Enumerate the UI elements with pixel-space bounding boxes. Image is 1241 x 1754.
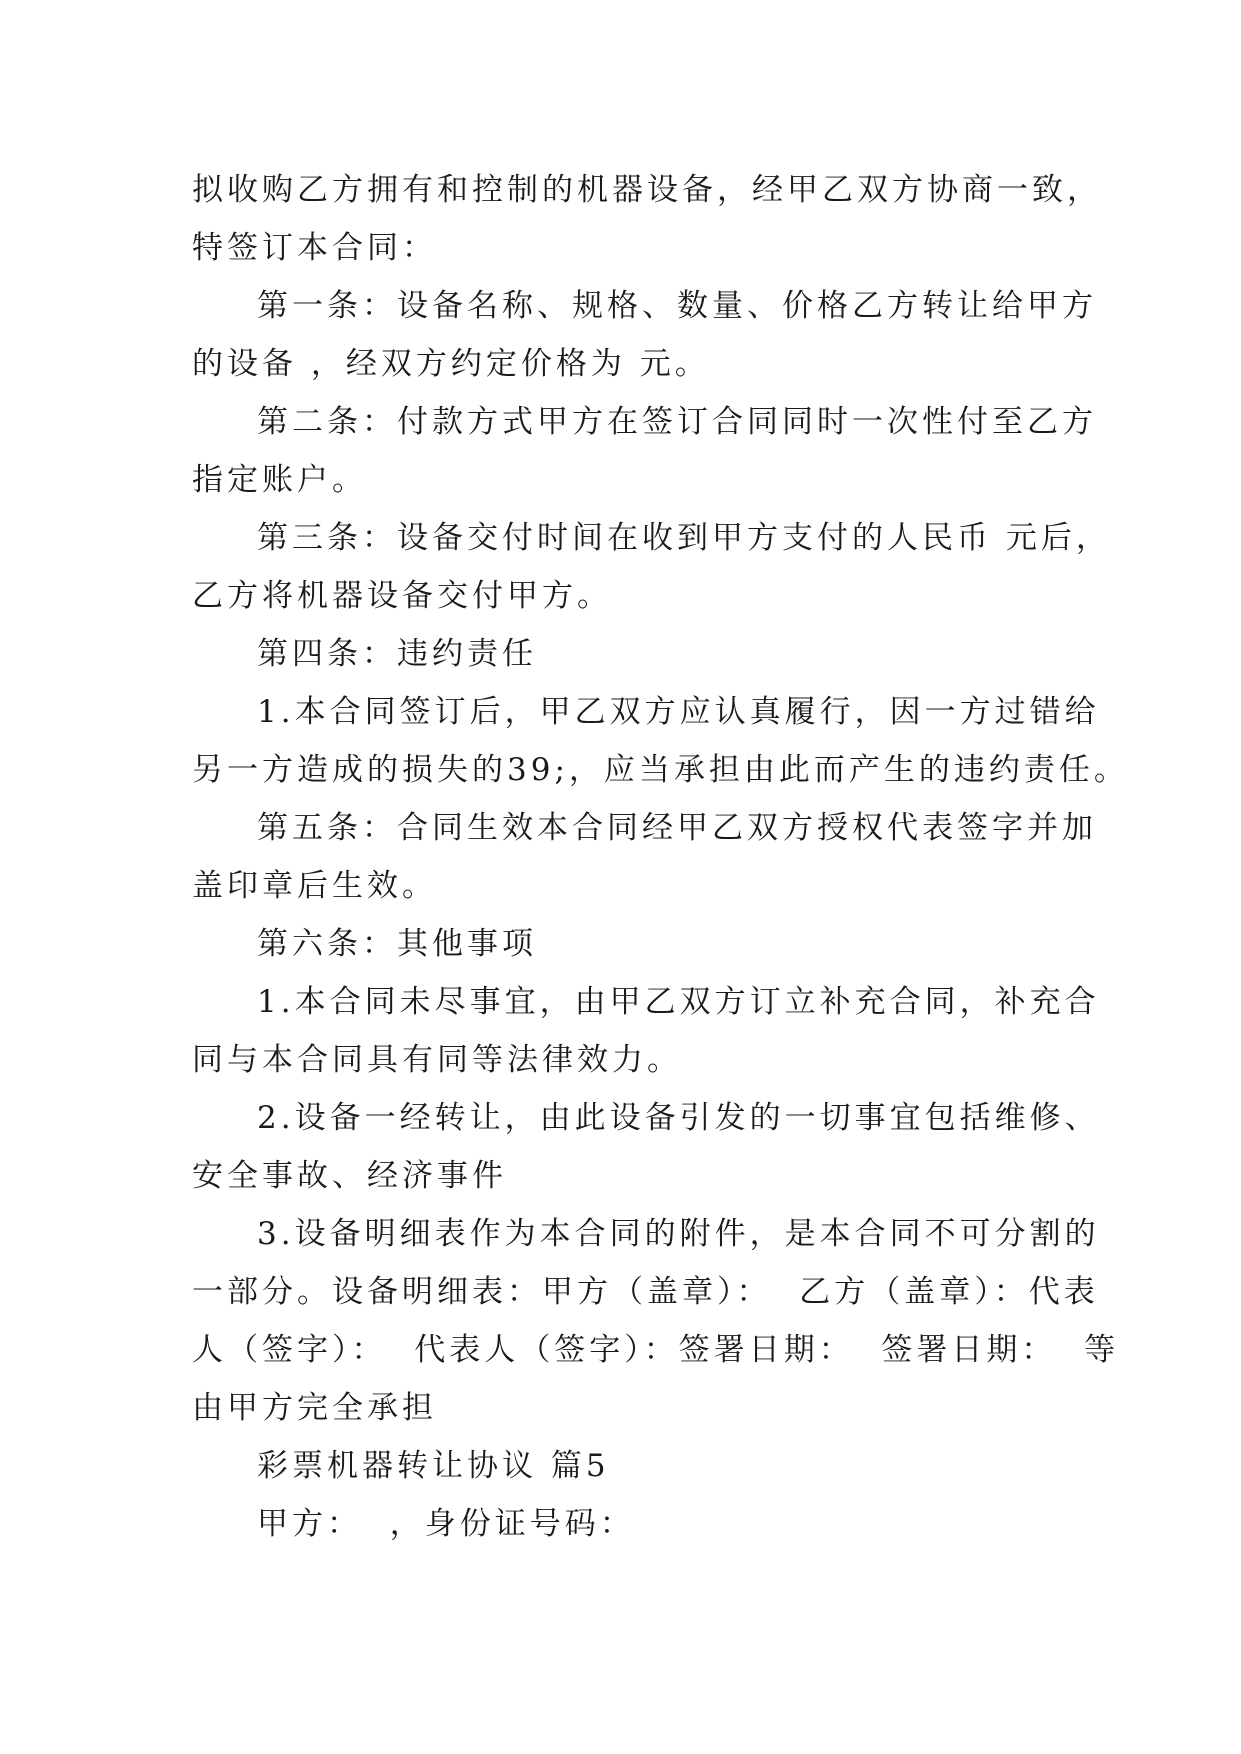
article-6-item-1-line-2: 同与本合同具有同等法律效力。 <box>192 1042 682 1078</box>
article-3-line-1: 第三条：设备交付时间在收到甲方支付的人民币 元后， <box>257 520 1111 556</box>
article-4-item-1-line-1: 1.本合同签订后，甲乙双方应认真履行，因一方过错给 <box>257 694 1100 730</box>
section-heading-5: 彩票机器转让协议 篇5 <box>257 1448 610 1484</box>
article-6-heading: 第六条：其他事项 <box>257 926 537 962</box>
article-2-line-2: 指定账户。 <box>192 462 367 498</box>
article-4-heading: 第四条：违约责任 <box>257 636 537 672</box>
article-3-line-2: 乙方将机器设备交付甲方。 <box>192 578 612 614</box>
article-6-item-3-line-4: 由甲方完全承担 <box>192 1390 437 1426</box>
party-a-line: 甲方： ，身份证号码： <box>257 1506 635 1542</box>
article-5-line-2: 盖印章后生效。 <box>192 868 437 904</box>
article-2-line-1: 第二条：付款方式甲方在签订合同同时一次性付至乙方 <box>257 404 1097 440</box>
article-6-item-2-line-1: 2.设备一经转让，由此设备引发的一切事宜包括维修、 <box>257 1100 1100 1136</box>
paragraph-intro-line-2: 特签订本合同： <box>192 230 437 266</box>
article-1-line-1: 第一条：设备名称、规格、数量、价格乙方转让给甲方 <box>257 288 1097 324</box>
paragraph-intro-line-1: 拟收购乙方拥有和控制的机器设备，经甲乙双方协商一致， <box>192 172 1102 208</box>
article-6-item-3-line-2: 一部分。设备明细表：甲方（盖章）： 乙方（盖章）：代表 <box>192 1274 1099 1310</box>
article-5-line-1: 第五条：合同生效本合同经甲乙双方授权代表签字并加 <box>257 810 1097 846</box>
article-6-item-1-line-1: 1.本合同未尽事宜，由甲乙双方订立补充合同，补充合 <box>257 984 1100 1020</box>
article-1-line-2: 的设备 ，经双方约定价格为 元。 <box>192 346 710 382</box>
article-6-item-3-line-1: 3.设备明细表作为本合同的附件，是本合同不可分割的 <box>257 1216 1100 1252</box>
article-6-item-2-line-2: 安全事故、经济事件 <box>192 1158 507 1194</box>
article-6-item-3-line-3: 人（签字）： 代表人（签字）：签署日期： 签署日期： 等 <box>192 1332 1120 1368</box>
article-4-item-1-line-2: 另一方造成的损失的39;，应当承担由此而产生的违约责任。 <box>192 752 1129 788</box>
